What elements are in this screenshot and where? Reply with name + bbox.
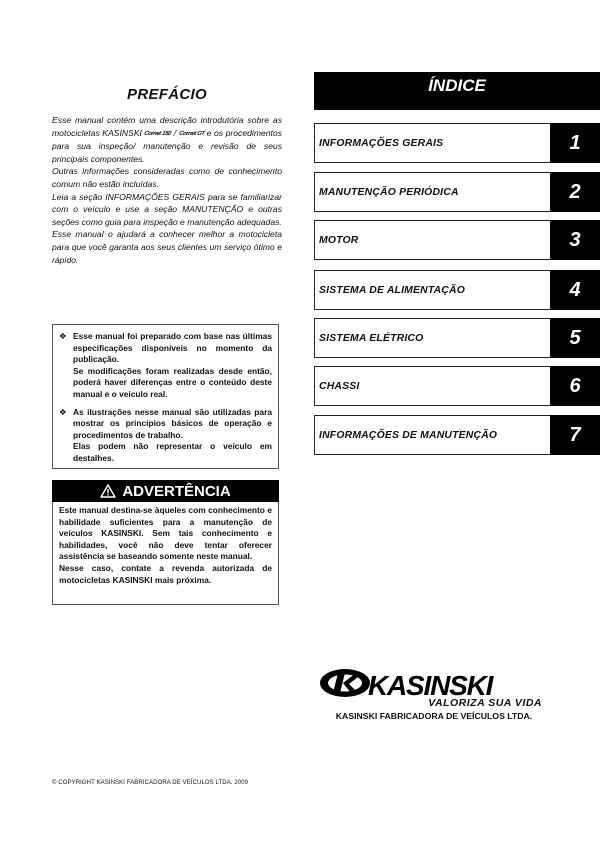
company-name: KASINSKI FABRICADORA DE VEÍCULOS LTDA. <box>335 711 533 721</box>
bullet-icon: ❖ <box>59 331 67 341</box>
index-item-number: 2 <box>550 172 600 212</box>
warning-title: ADVERTÊNCIA <box>122 482 231 500</box>
preface-paragraph-1: Esse manual contém uma descrição introdutória sobre as motocicletas KASINSKI Comet 150 / Comet GT e os procedimentos para sua inspeção/ manutenção e revisão de seus principais componentes. <box>52 115 282 164</box>
warning-box <box>52 502 279 605</box>
index-item-chassis[interactable] <box>314 366 600 406</box>
index-item-number: 1 <box>550 123 600 163</box>
warning-triangle-icon <box>100 484 116 498</box>
model-logo-comet-gt: Comet GT <box>178 130 205 137</box>
index-item-maintenance-info[interactable] <box>314 415 600 455</box>
index-item-engine[interactable] <box>314 220 600 260</box>
index-item-periodic-maintenance[interactable] <box>314 172 600 212</box>
index-item-label: CHASSI <box>314 366 550 406</box>
preface-paragraph-2: Outras informações consideradas como de conhecimento comum não estão incluídas. <box>52 166 282 189</box>
index-item-number: 5 <box>550 318 600 358</box>
warning-header <box>52 480 279 502</box>
index-item-electrical-system[interactable] <box>314 318 600 358</box>
index-item-label: INFORMAÇÕES DE MANUTENÇÃO <box>314 415 550 455</box>
index-item-label: SISTEMA ELÉTRICO <box>314 318 550 358</box>
index-item-label: MOTOR <box>314 220 550 260</box>
preface-paragraph-4: Esse manual o ajudará a conhecer melhor a motocicleta para que você garanta aos seus clientes um serviço ótimo e rápido. <box>52 229 282 265</box>
notes-box <box>52 324 279 469</box>
index-title: ÍNDICE <box>314 72 600 110</box>
index-item-fuel-system[interactable] <box>314 270 600 310</box>
index-item-number: 4 <box>550 270 600 310</box>
brand-tagline: VALORIZA SUA VIDA <box>428 697 542 709</box>
warning-paragraph: Nesse caso, contate a revenda autorizada de motocicletas KASINSKI mais próxima. <box>59 562 272 585</box>
index-item-number: 6 <box>550 366 600 406</box>
bullet-icon: ❖ <box>59 406 67 417</box>
model-logo-comet-150: Comet 150 <box>143 130 172 137</box>
index-item-number: 7 <box>550 415 600 455</box>
preface-paragraph-3: Leia a seção INFORMAÇÕES GERAIS para se familiarizar com o veículo e use a seção MANUTENÇÃO e outras seções como guia para inspeção e manutenção adequadas. <box>52 191 282 227</box>
preface-title: PREFÁCIO <box>127 86 207 103</box>
note-item: ❖ Esse manual foi preparado com base nas últimas especificações disponíveis no momento da publicação. Se modificações foram realizadas desde então, poderá haver diferenças entre o conteúdo deste manual e o veículo real. <box>59 331 272 399</box>
index-item-number: 3 <box>550 220 600 260</box>
index-item-label: SISTEMA DE ALIMENTAÇÃO <box>314 270 550 310</box>
index-item-label: INFORMAÇÕES GERAIS <box>314 123 550 163</box>
preface-body <box>52 114 282 266</box>
note-item: ❖ As ilustrações nesse manual são utilizadas para mostrar os princípios básicos de operação e procedimentos de trabalho. Elas podem não representar o veículo em destalhes. <box>59 406 272 463</box>
copyright-notice: © COPYRIGHT KASINSKI FABRICADORA DE VEÍCULOS LTDA. 2009 <box>52 780 249 786</box>
logo-wordmark: KASINSKI <box>368 670 493 701</box>
warning-paragraph: Este manual destina-se àqueles com conhecimento e habilidade suficientes para a manutenção de veículos KASINSKI. Sem tais conhecimento e habilidades, você não deve tentar oferecer assistência se baseando somente neste manual. <box>59 505 272 562</box>
index-item-label: MANUTENÇÃO PERIÓDICA <box>314 172 550 212</box>
index-item-general-info[interactable] <box>314 123 600 163</box>
